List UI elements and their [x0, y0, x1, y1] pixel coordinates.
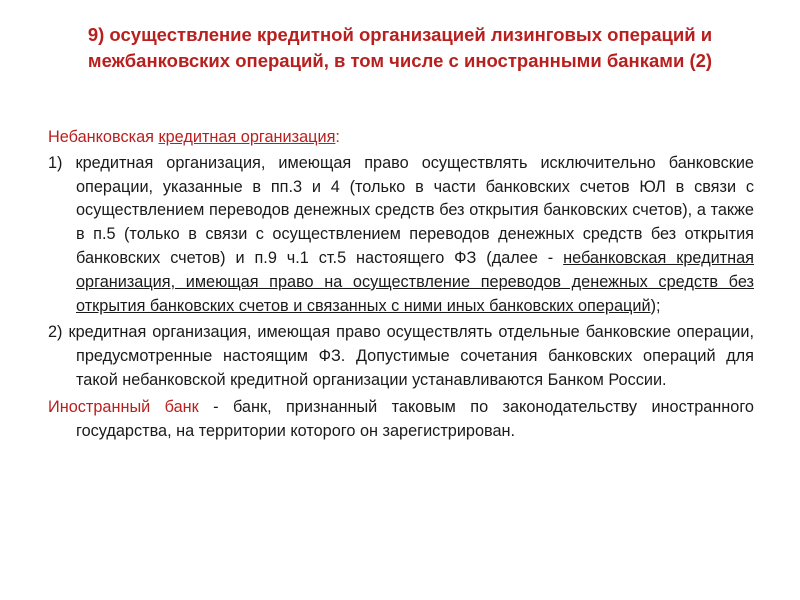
slide-title: 9) осуществление кредитной организацией лизинговых операций и межбанковских операций, в том числе с иностранными банками (2) — [87, 24, 713, 71]
slide-content — [48, 126, 754, 446]
heading-underlined: кредитная организация — [158, 128, 336, 146]
heading-prefix: Небанковская — [48, 128, 159, 146]
definition-item-1 — [48, 152, 754, 319]
foreign-bank-definition — [48, 396, 754, 444]
item-2-text: 2) кредитная организация, имеющая право осуществлять отдельные банковские операции, предусмотренные настоящим ФЗ. Допустимые сочетания банковских операций для такой небанковской кредитной организации устанавливаются Банком России. — [48, 323, 754, 389]
item-1-suffix: ); — [650, 296, 661, 315]
item-1-text: 1) кредитная организация, имеющая право осуществлять исключительно банковские операции, указанные в пп.3 и 4 (только в части банковских счетов ЮЛ в связи с осуществлением переводов денежных средств без открытия банковских счетов), а также в п.5 (только в связи с осуществлением переводов денежных средств без открытия банковских счетов) и п.9 ч.1 ст.5 настоящего ФЗ (далее - — [48, 153, 754, 267]
definition-heading — [48, 126, 754, 150]
heading-suffix: : — [335, 128, 340, 146]
definition-item-2 — [48, 321, 754, 392]
item-1-underlined: небанковская кредитная организация, имеющая право на осуществление переводов денежных средств без открытия банковских счетов и связанных с ними иных банковских операций — [76, 248, 754, 315]
foreign-bank-text: - банк, признанный таковым по законодательству иностранного государства, на территории которого он зарегистрирован. — [76, 397, 754, 440]
foreign-bank-term: Иностранный банк — [48, 397, 199, 416]
